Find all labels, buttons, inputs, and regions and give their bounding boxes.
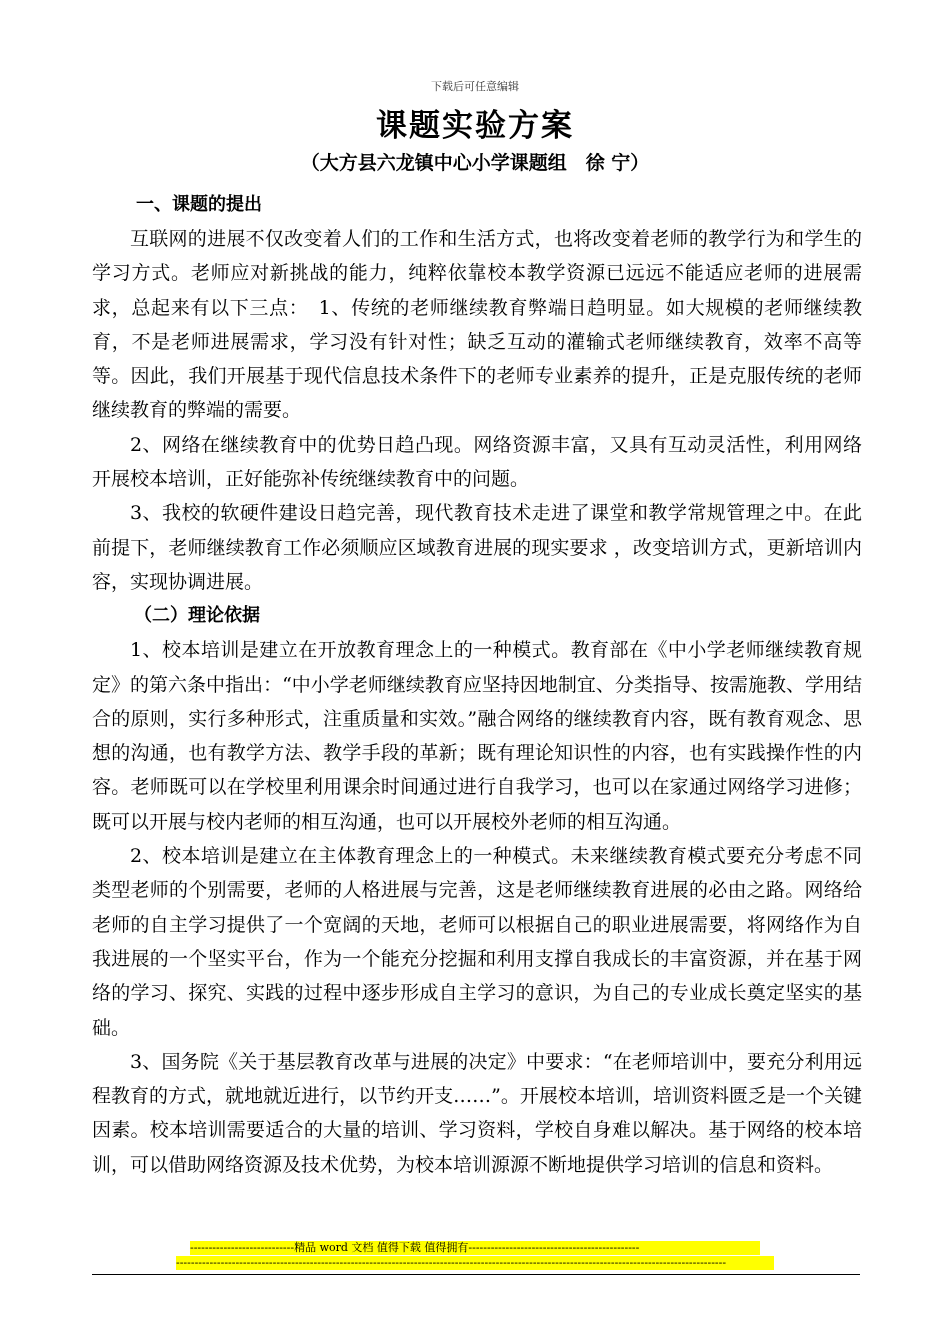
footer-dash-line: ---------------------------------------------------------------------------------------------------------------------------------------------------- [176, 1256, 774, 1270]
paragraph: 互联网的进展不仅改变着人们的工作和生活方式，也将改变着老师的教学行为和学生的学习方式。老师应对新挑战的能力，纯粹依靠校本教学资源已远远不能适应老师的进展需求，总起来有以下三点： 1、传统的老师继续教育弊端日趋明显。如大规模的老师继续教育，不是老师进展需求，学习没有针对性；缺乏互动的灌输式老师继续教育，效率不高等等。因此，我们开展基于现代信息技术条件下的老师专业素养的提升，正是克服传统的老师继续教育的弊端的需要。 [92, 228, 862, 422]
document-title: 课题实验方案 [376, 108, 574, 144]
footer-banner: ----------------------------精品 word 文档 值得下载 值得拥有---------------------------------------------- [190, 1241, 760, 1255]
paragraph: 2、网络在继续教育中的优势日趋凸现。网络资源丰富，又具有互动灵活性，利用网络开展校本培训，正好能弥补传统继续教育中的问题。 [92, 433, 862, 491]
section-heading-theory: （二）理论依据 [134, 605, 260, 627]
paragraph: 1、校本培训是建立在开放教育理念上的一种模式。教育部在《中小学老师继续教育规定》的第六条中指出：“中小学老师继续教育应坚持因地制宜、分类指导、按需施教、学用结合的原则，实行多种形式，注重质量和实效。”融合网络的继续教育内容，既有教育观念、思想的沟通，也有教学方法、教学手段的革新；既有理论知识性的内容，也有实践操作性的内容。老师既可以在学校里利用课余时间通过进行自我学习，也可以在家通过网络学习进修；既可以开展与校内老师的相互沟通，也可以开展校外老师的相互沟通。 [92, 639, 862, 833]
document-body [92, 188, 862, 1182]
paragraph: 3、我校的软硬件建设日趋完善，现代教育技术走进了课堂和教学常规管理之中。在此前提下，老师继续教育工作必须顺应区域教育进展的现实要求 ，改变培训方式，更新培训内容，实现协调进展。 [92, 502, 862, 593]
document-subtitle: （大方县六龙镇中心小学课题组 徐 宁） [300, 152, 650, 174]
footer-rule [92, 1274, 860, 1275]
paragraph: 3、国务院《关于基层教育改革与进展的决定》中要求：“在老师培训中，要充分利用远程教育的方式，就地就近进行，以节约开支……”。开展校本培训，培训资料匮乏是一个关键因素。校本培训需要适合的大量的培训、学习资料，学校自身难以解决。基于网络的校本培训，可以借助网络资源及技术优势，为校本培训源源不断地提供学习培训的信息和资料。 [92, 1050, 862, 1176]
download-note: 下载后可任意编辑 [431, 80, 519, 93]
paragraph: 2、校本培训是建立在主体教育理念上的一种模式。未来继续教育模式要充分考虑不同类型老师的个别需要，老师的人格进展与完善，这是老师继续教育进展的必由之路。网络给老师的自主学习提供了一个宽阔的天地，老师可以根据自己的职业进展需要，将网络作为自我进展的一个坚实平台，作为一个能充分挖掘和利用支撑自我成长的丰富资源，并在基于网络的学习、探究、实践的过程中逐步形成自主学习的意识，为自己的专业成长奠定坚实的基础。 [92, 845, 862, 1039]
section-heading-background: 一、课题的提出 [136, 194, 262, 215]
